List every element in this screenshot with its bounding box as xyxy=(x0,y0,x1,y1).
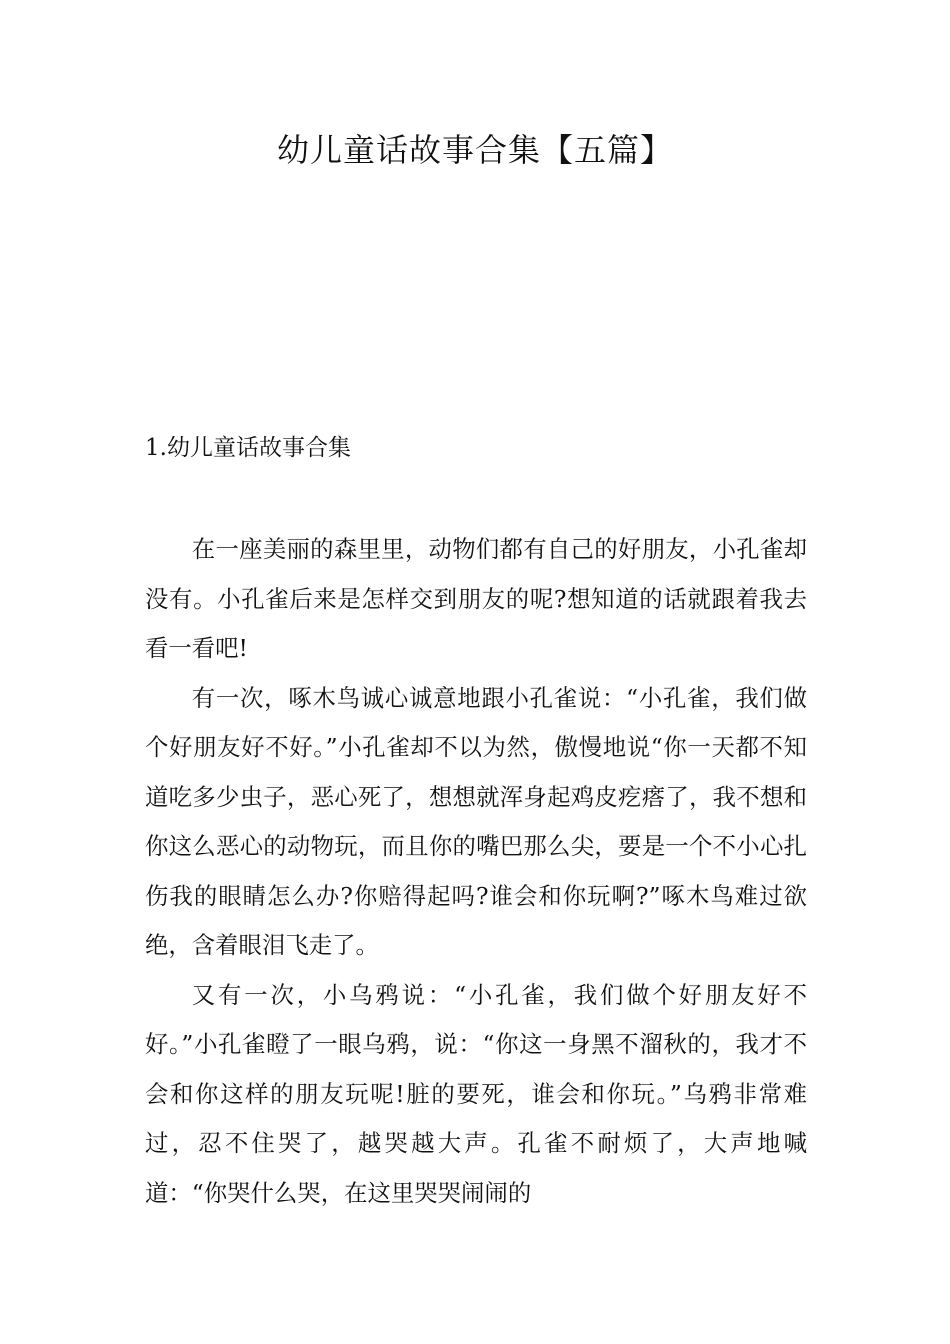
document-title: 幼儿童话故事合集【五篇】 xyxy=(276,131,673,169)
paragraph-1: 在一座美丽的森里里，动物们都有自己的好朋友，小孔雀却没有。小孔雀后来是怎样交到朋友的呢?想知道的话就跟着我去看一看吧! xyxy=(145,535,807,662)
section-heading: 1.幼儿童话故事合集 xyxy=(145,435,351,461)
paragraph-3: 又有一次，小乌鸦说：“小孔雀，我们做个好朋友好不好。”小孔雀瞪了一眼乌鸦，说：“你这一身黑不溜秋的，我才不会和你这样的朋友玩呢!脏的要死，谁会和你玩。”乌鸦非常难过，忍不住哭了，越哭越大声。孔雀不耐烦了，大声地喊道：“你哭什么哭，在这里哭哭闹闹的 xyxy=(145,980,807,1207)
body-text xyxy=(145,525,807,1218)
paragraph-2: 有一次，啄木鸟诚心诚意地跟小孔雀说：“小孔雀，我们做个好朋友好不好。”小孔雀却不以为然，傲慢地说“你一天都不知道吃多少虫子，恶心死了，想想就浑身起鸡皮疙瘩了，我不想和你这么恶心的动物玩，而且你的嘴巴那么尖，要是一个不小心扎伤我的眼睛怎么办?你赔得起吗?谁会和你玩啊?”啄木鸟难过欲绝，含着眼泪飞走了。 xyxy=(145,683,807,959)
